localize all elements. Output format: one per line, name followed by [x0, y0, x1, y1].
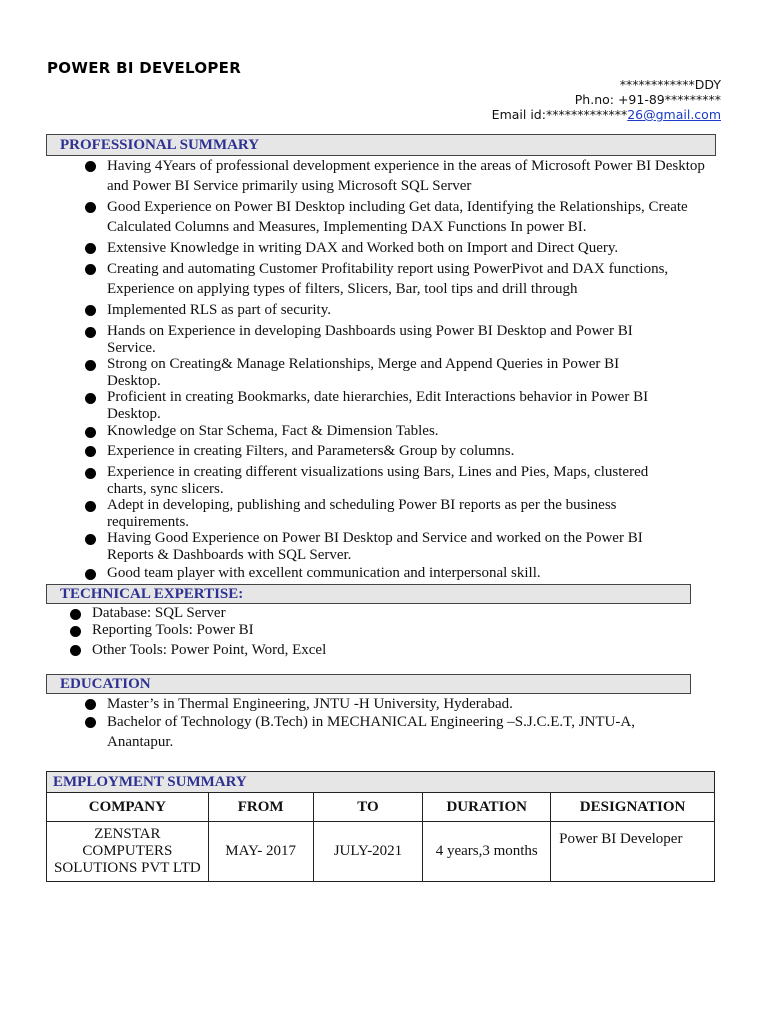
list-item: Strong on Creating& Manage Relationships, Merge and Append Queries in Power BI Desktop. [85, 356, 660, 390]
employment-table [46, 771, 715, 882]
table-cell: 4 years,3 months [423, 822, 551, 882]
email-line [492, 107, 721, 122]
table-cell: JULY-2021 [313, 822, 423, 882]
contact-block [492, 77, 721, 122]
list-item: Implemented RLS as part of security. [85, 300, 695, 320]
phone-number: Ph.no: +91-89********* [574, 92, 721, 107]
bullet-icon [85, 243, 96, 254]
section-heading: PROFESSIONAL SUMMARY [60, 137, 260, 153]
list-item: Bachelor of Technology (B.Tech) in MECHANICAL Engineering –S.J.C.E.T, JNTU-A, Anantapur. [85, 712, 675, 752]
bullet-icon [85, 446, 96, 457]
email-prefix: Email id:************* [491, 107, 628, 122]
list-item: Proficient in creating Bookmarks, date hierarchies, Edit Interactions behavior in Power BI Desktop. [85, 389, 660, 423]
bullet-icon [85, 534, 96, 545]
resume-title: POWER BI DEVELOPER [47, 59, 242, 77]
bullet-icon [85, 569, 96, 580]
section-heading: EDUCATION [60, 676, 151, 692]
bullet-icon [70, 645, 81, 656]
employment-heading-row [47, 772, 715, 793]
table-cell: ZENSTAR COMPUTERS SOLUTIONS PVT LTD [47, 822, 209, 882]
list-item: Extensive Knowledge in writing DAX and Worked both on Import and Direct Query. [85, 238, 715, 258]
bullet-icon [85, 717, 96, 728]
bullet-icon [85, 305, 96, 316]
section-professional-summary [46, 134, 716, 156]
list-item: Knowledge on Star Schema, Fact & Dimension Tables. [85, 423, 695, 440]
bullet-icon [85, 501, 96, 512]
section-education [46, 674, 691, 694]
bullet-icon [85, 360, 96, 371]
list-item: Master’s in Thermal Engineering, JNTU -H University, Hyderabad. [85, 694, 685, 714]
column-header: COMPANY [47, 793, 209, 822]
bullet-icon [70, 626, 81, 637]
table-cell: MAY- 2017 [208, 822, 313, 882]
list-item: Experience in creating different visualizations using Bars, Lines and Pies, Maps, clustered charts, sync slicers. [85, 464, 675, 498]
table-header-row [47, 793, 715, 822]
candidate-name: ************DDY [619, 77, 721, 92]
list-item: Good Experience on Power BI Desktop including Get data, Identifying the Relationships, Create Calculated Columns and Measures, Implementing DAX Functions In power BI. [85, 197, 715, 237]
column-header: FROM [208, 793, 313, 822]
table-cell: Power BI Developer [551, 822, 715, 882]
list-item: Experience in creating Filters, and Parameters& Group by columns. [85, 441, 695, 461]
table-row [47, 822, 715, 882]
bullet-icon [85, 468, 96, 479]
list-item: Database: SQL Server [70, 605, 670, 622]
bullet-icon [70, 609, 81, 620]
bullet-icon [85, 699, 96, 710]
bullet-icon [85, 161, 96, 172]
list-item: Good team player with excellent communication and interpersonal skill. [85, 565, 695, 582]
list-item: Having 4Years of professional development experience in the areas of Microsoft Power BI Desktop and Power BI Service primarily using Microsoft SQL Server [85, 156, 710, 196]
list-item: Other Tools: Power Point, Word, Excel [70, 640, 670, 660]
column-header: TO [313, 793, 423, 822]
section-technical-expertise [46, 584, 691, 604]
column-header: DESIGNATION [551, 793, 715, 822]
bullet-icon [85, 202, 96, 213]
bullet-icon [85, 427, 96, 438]
list-item: Hands on Experience in developing Dashboards using Power BI Desktop and Power BI Service. [85, 323, 665, 357]
list-item: Adept in developing, publishing and scheduling Power BI reports as per the business requirements. [85, 497, 645, 531]
list-item: Reporting Tools: Power BI [70, 622, 670, 639]
email-link[interactable]: 26@gmail.com [627, 107, 721, 122]
column-header: DURATION [423, 793, 551, 822]
section-heading: EMPLOYMENT SUMMARY [47, 772, 715, 793]
section-heading: TECHNICAL EXPERTISE: [60, 586, 244, 602]
bullet-icon [85, 393, 96, 404]
bullet-icon [85, 327, 96, 338]
list-item: Having Good Experience on Power BI Desktop and Service and worked on the Power BI Reports & Dashboards with SQL Server. [85, 530, 675, 564]
list-item: Creating and automating Customer Profitability report using PowerPivot and DAX functions, Experience on applying types of filters, Slicers, Bar, tool tips and drill through [85, 259, 695, 299]
bullet-icon [85, 264, 96, 275]
